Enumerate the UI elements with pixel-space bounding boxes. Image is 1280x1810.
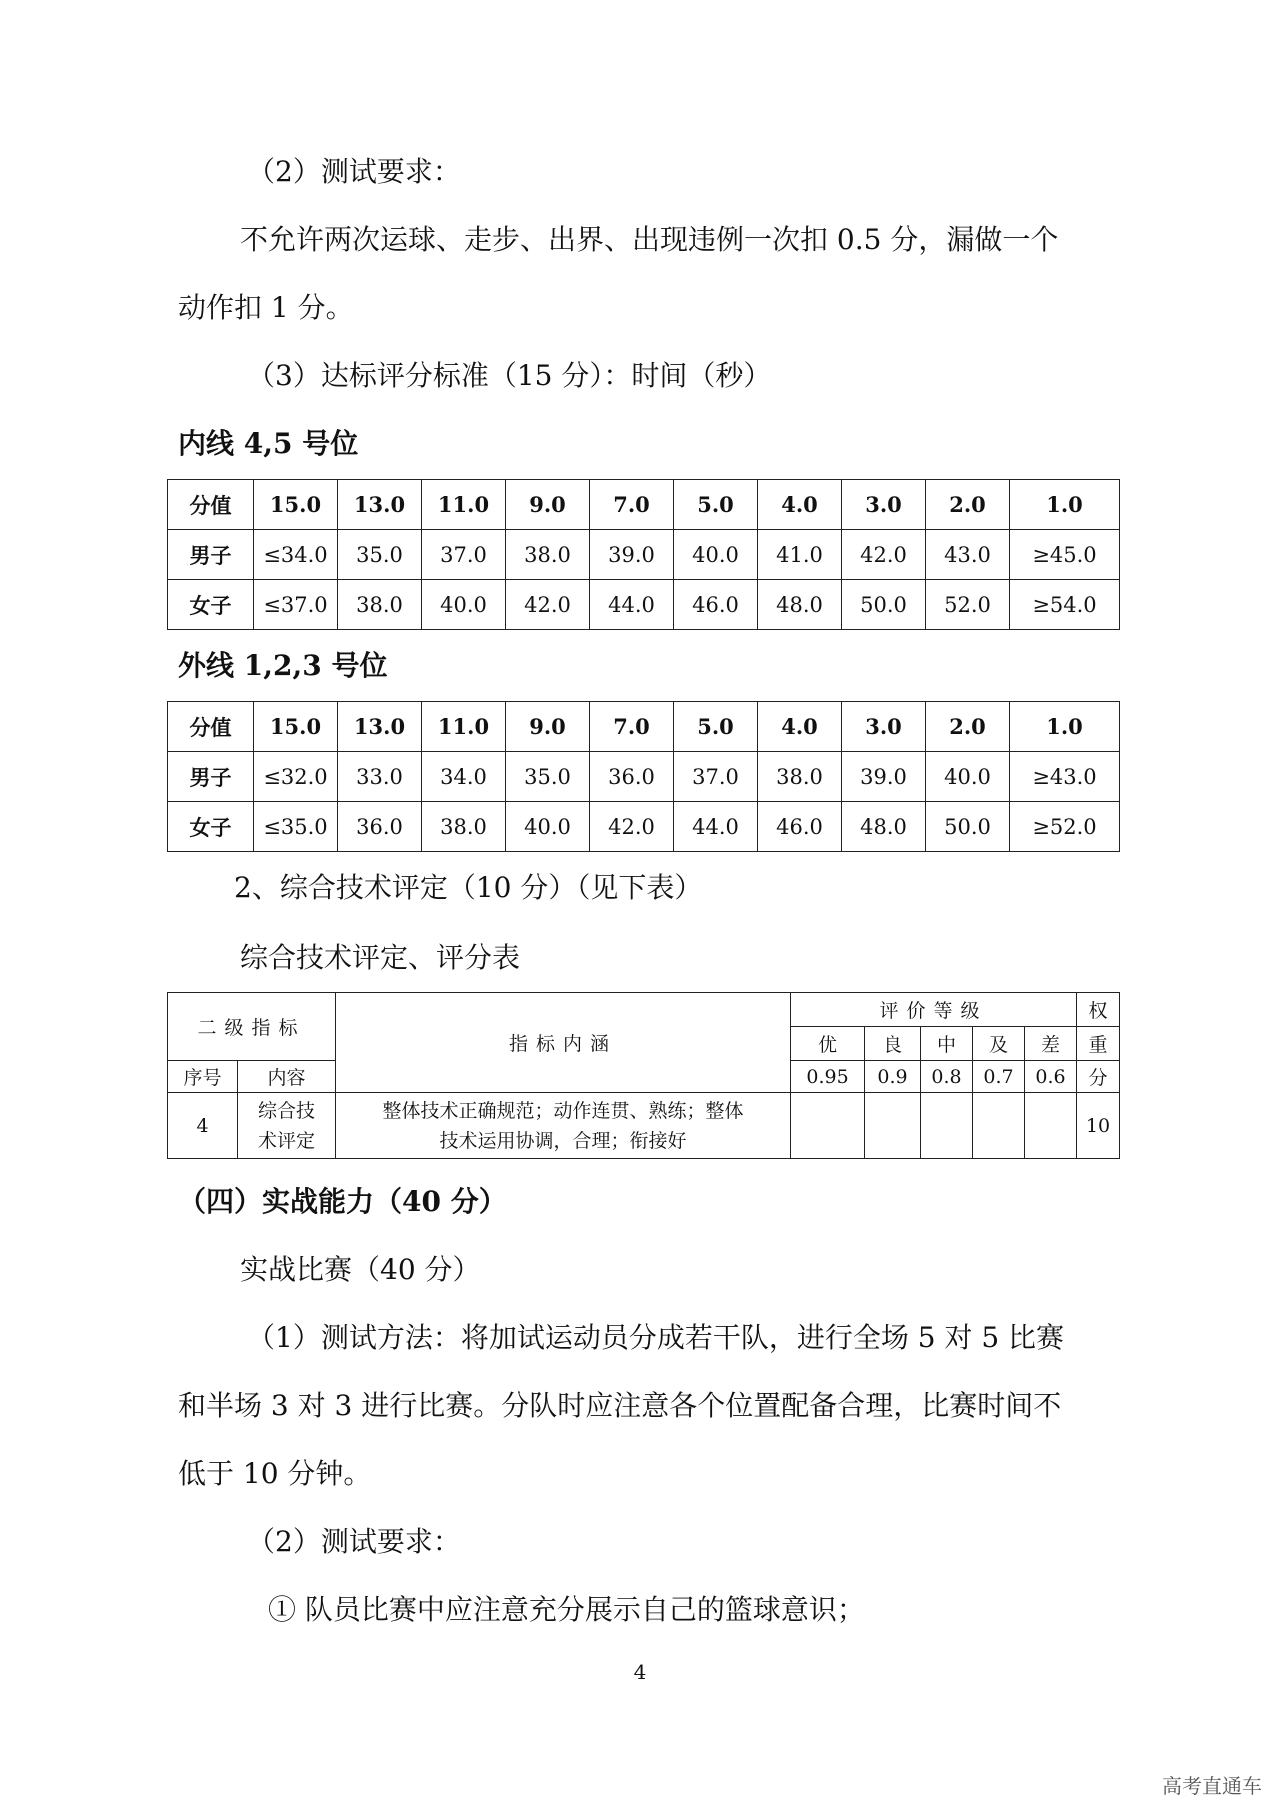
watermark: 高考直通车 <box>1162 1774 1262 1798</box>
grade-label: 良 <box>865 1027 921 1061</box>
scoring-standard-heading: （3）达标评分标准（15 分）：时间（秒） <box>247 359 772 392</box>
table-cell: 52.0 <box>926 580 1010 630</box>
grade-label: 差 <box>1025 1027 1077 1061</box>
row-description-line: 技术运用协调，合理；衔接好 <box>439 1129 687 1152</box>
section-four-heading: （四）实战能力（40 分） <box>178 1185 507 1218</box>
weight-header-2: 重 <box>1077 1027 1120 1061</box>
match-heading: 实战比赛（40 分） <box>240 1253 481 1286</box>
requirement-heading: （2）测试要求： <box>247 155 461 188</box>
table-cell: 11.0 <box>422 702 506 752</box>
table-cell: 35.0 <box>506 752 590 802</box>
table-cell: 36.0 <box>338 802 422 852</box>
outer-position-table <box>167 701 1120 852</box>
table-cell: 44.0 <box>590 580 674 630</box>
table-cell: 男子 <box>168 530 254 580</box>
table-cell: 13.0 <box>338 480 422 530</box>
table-cell: ≥54.0 <box>1010 580 1120 630</box>
table-cell: 2.0 <box>926 702 1010 752</box>
table-cell: 分值 <box>168 702 254 752</box>
page-number: 4 <box>633 1660 647 1684</box>
grade-value: 0.7 <box>973 1061 1025 1093</box>
table-row <box>168 480 1120 530</box>
table-cell: 48.0 <box>758 580 842 630</box>
table-cell: 5.0 <box>674 702 758 752</box>
content-header: 内容 <box>238 1061 336 1093</box>
table-cell: ≤35.0 <box>254 802 338 852</box>
table-cell: 38.0 <box>506 530 590 580</box>
table-cell: 39.0 <box>842 752 926 802</box>
table-row <box>168 1093 1120 1159</box>
seq-header: 序号 <box>168 1061 238 1093</box>
outer-position-title: 外线 1,2,3 号位 <box>178 649 388 682</box>
table-cell: 7.0 <box>590 702 674 752</box>
table-cell: ≤32.0 <box>254 752 338 802</box>
grade-cell <box>865 1093 921 1159</box>
table-cell: 38.0 <box>338 580 422 630</box>
requirement-item-1: ① 队员比赛中应注意充分展示自己的篮球意识； <box>268 1593 865 1626</box>
table-cell: 2.0 <box>926 480 1010 530</box>
test-method-line-2: 和半场 3 对 3 进行比赛。分队时应注意各个位置配备合理，比赛时间不 <box>178 1389 1062 1422</box>
table-cell: 50.0 <box>842 580 926 630</box>
row-content-line: 综合技 <box>258 1099 316 1122</box>
table-cell: 3.0 <box>842 480 926 530</box>
table-cell: 5.0 <box>674 480 758 530</box>
table-cell: ≤34.0 <box>254 530 338 580</box>
inner-position-table <box>167 479 1120 630</box>
table-row <box>168 530 1120 580</box>
table-cell: 9.0 <box>506 480 590 530</box>
table-cell: 48.0 <box>842 802 926 852</box>
weight-header-1: 权 <box>1077 993 1120 1027</box>
row-seq: 4 <box>168 1093 238 1159</box>
table-cell: 38.0 <box>758 752 842 802</box>
table-cell: 46.0 <box>674 580 758 630</box>
table-cell: 44.0 <box>674 802 758 852</box>
table-cell: 35.0 <box>338 530 422 580</box>
grade-header: 评价等级 <box>791 993 1077 1027</box>
weight-header-3: 分 <box>1077 1061 1120 1093</box>
table-cell: 36.0 <box>590 752 674 802</box>
table-cell: 40.0 <box>422 580 506 630</box>
table-cell: 7.0 <box>590 480 674 530</box>
tech-eval-table-caption: 综合技术评定、评分表 <box>240 941 521 974</box>
table-cell: 3.0 <box>842 702 926 752</box>
table-cell: 女子 <box>168 580 254 630</box>
row-content <box>238 1093 336 1159</box>
test-method-line-1: （1）测试方法：将加试运动员分成若干队，进行全场 5 对 5 比赛 <box>247 1321 1065 1354</box>
table-cell: 40.0 <box>674 530 758 580</box>
grade-value: 0.8 <box>921 1061 973 1093</box>
table-cell: 女子 <box>168 802 254 852</box>
test-method-line-3: 低于 10 分钟。 <box>178 1457 372 1490</box>
grade-cell <box>973 1093 1025 1159</box>
table-cell: 46.0 <box>758 802 842 852</box>
table-cell: 41.0 <box>758 530 842 580</box>
index-content-header: 指标内涵 <box>336 993 791 1093</box>
table-cell: 39.0 <box>590 530 674 580</box>
table-cell: 1.0 <box>1010 702 1120 752</box>
table-cell: 50.0 <box>926 802 1010 852</box>
test-requirement-heading: （2）测试要求： <box>247 1525 461 1558</box>
table-cell: 1.0 <box>1010 480 1120 530</box>
tech-eval-table <box>167 992 1120 1159</box>
table-cell: 42.0 <box>842 530 926 580</box>
grade-value: 0.9 <box>865 1061 921 1093</box>
table-cell: 13.0 <box>338 702 422 752</box>
table-cell: 33.0 <box>338 752 422 802</box>
table-cell: 9.0 <box>506 702 590 752</box>
table-cell: 42.0 <box>506 580 590 630</box>
tech-eval-heading: 2、综合技术评定（10 分）（见下表） <box>234 871 703 904</box>
grade-label: 优 <box>791 1027 865 1061</box>
row-description <box>336 1093 791 1159</box>
table-cell: ≥45.0 <box>1010 530 1120 580</box>
grade-value: 0.6 <box>1025 1061 1077 1093</box>
table-row <box>168 752 1120 802</box>
grade-cell <box>921 1093 973 1159</box>
table-cell: 男子 <box>168 752 254 802</box>
row-description-line: 整体技术正确规范；动作连贯、熟练；整体 <box>382 1099 744 1122</box>
grade-label: 及 <box>973 1027 1025 1061</box>
grade-cell <box>1025 1093 1077 1159</box>
table-cell: 42.0 <box>590 802 674 852</box>
table-cell: ≥52.0 <box>1010 802 1120 852</box>
table-cell: 4.0 <box>758 480 842 530</box>
row-content-line: 术评定 <box>258 1129 316 1152</box>
table-cell: 40.0 <box>506 802 590 852</box>
grade-label: 中 <box>921 1027 973 1061</box>
table-cell: 15.0 <box>254 702 338 752</box>
secondary-index-header: 二级指标 <box>168 993 336 1061</box>
table-cell: 11.0 <box>422 480 506 530</box>
table-cell: 38.0 <box>422 802 506 852</box>
table-cell: 37.0 <box>422 530 506 580</box>
table-cell: ≥43.0 <box>1010 752 1120 802</box>
table-cell: 15.0 <box>254 480 338 530</box>
table-row <box>168 702 1120 752</box>
table-cell: ≤37.0 <box>254 580 338 630</box>
table-row <box>168 993 1120 1027</box>
table-cell: 43.0 <box>926 530 1010 580</box>
table-row <box>168 802 1120 852</box>
row-weight: 10 <box>1077 1093 1120 1159</box>
table-row <box>168 580 1120 630</box>
table-cell: 40.0 <box>926 752 1010 802</box>
grade-cell <box>791 1093 865 1159</box>
table-cell: 4.0 <box>758 702 842 752</box>
table-cell: 分值 <box>168 480 254 530</box>
table-cell: 37.0 <box>674 752 758 802</box>
requirement-text-line-2: 动作扣 1 分。 <box>178 291 354 324</box>
grade-value: 0.95 <box>791 1061 865 1093</box>
inner-position-title: 内线 4,5 号位 <box>178 427 359 460</box>
requirement-text-line-1: 不允许两次运球、走步、出界、出现违例一次扣 0.5 分，漏做一个 <box>240 223 1059 256</box>
table-cell: 34.0 <box>422 752 506 802</box>
